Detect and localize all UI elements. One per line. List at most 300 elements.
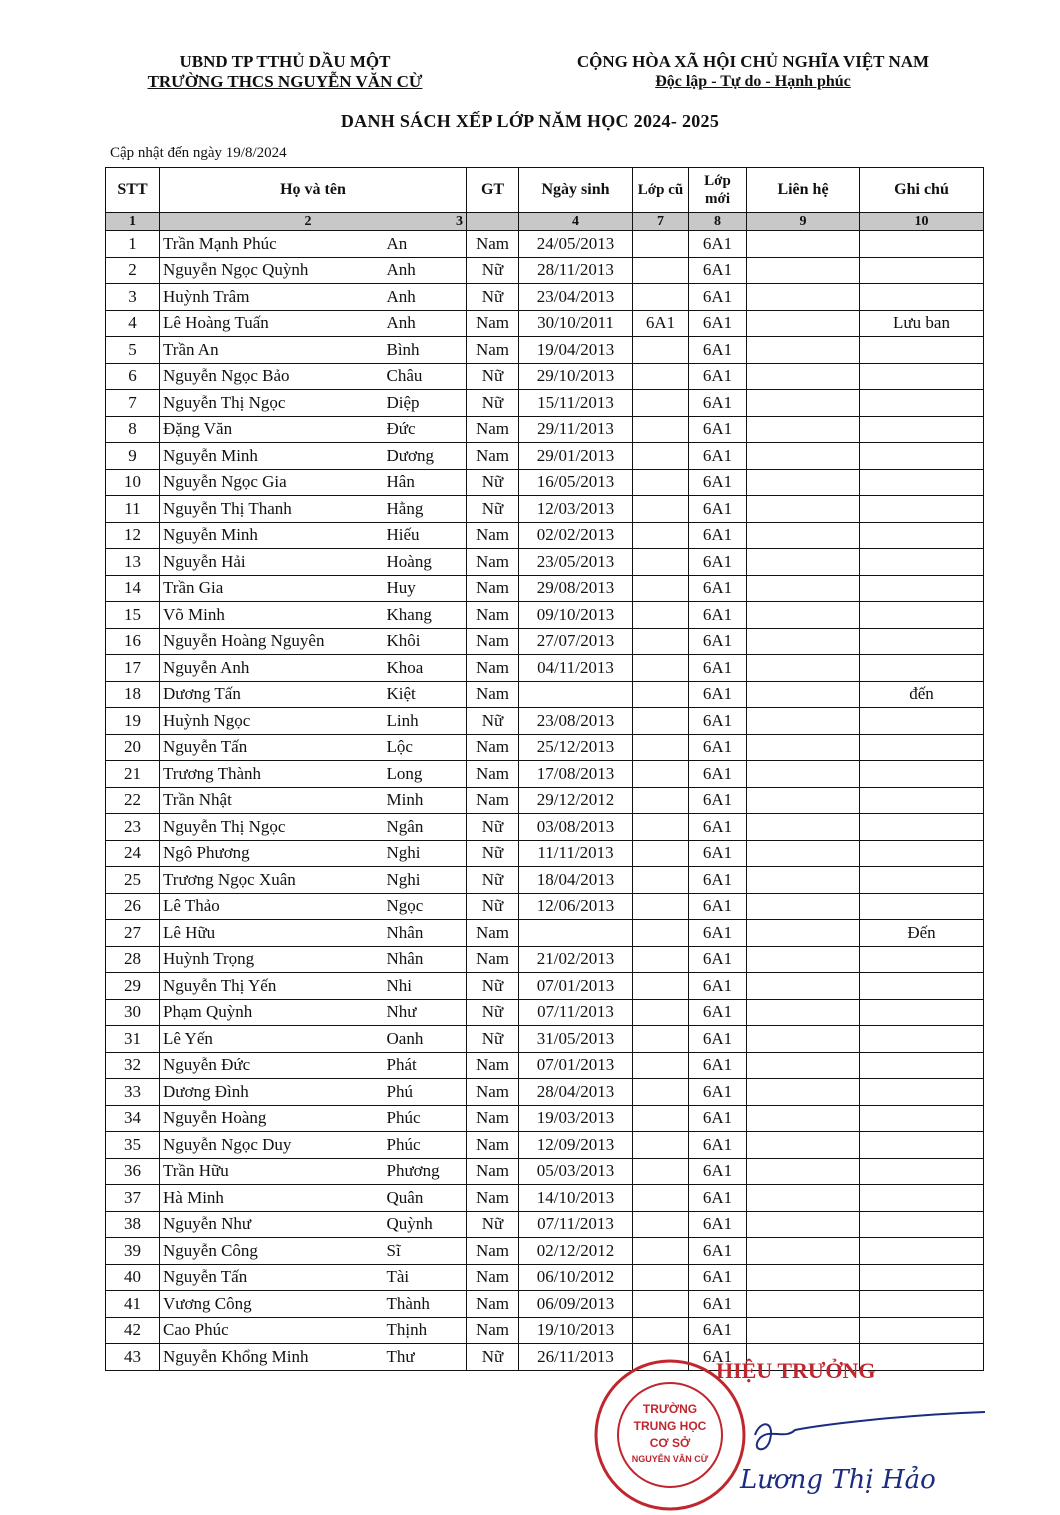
cell-note xyxy=(860,734,984,761)
cell-dob: 26/11/2013 xyxy=(519,1344,633,1371)
cell-dob: 03/08/2013 xyxy=(519,814,633,841)
table-row xyxy=(106,337,984,364)
cell-note xyxy=(860,1291,984,1318)
table-row xyxy=(106,920,984,947)
cell-dob: 29/10/2013 xyxy=(519,363,633,390)
cell-note xyxy=(860,1264,984,1291)
cell-dob: 24/05/2013 xyxy=(519,231,633,258)
cell-gender: Nữ xyxy=(467,363,519,390)
cell-new-class: 6A1 xyxy=(689,1344,747,1371)
cell-first-name: Như xyxy=(384,999,467,1026)
cell-dob: 09/10/2013 xyxy=(519,602,633,629)
cell-gender: Nam xyxy=(467,1132,519,1159)
cell-first-name: Phúc xyxy=(384,1105,467,1132)
cell-note xyxy=(860,390,984,417)
cell-first-name: Ngọc xyxy=(384,893,467,920)
cell-stt: 6 xyxy=(106,363,160,390)
cell-first-name: Hân xyxy=(384,469,467,496)
cell-gender: Nữ xyxy=(467,257,519,284)
cell-last-name: Nguyễn Hải xyxy=(160,549,384,576)
cell-old-class xyxy=(633,231,689,258)
cell-old-class xyxy=(633,867,689,894)
cell-stt: 39 xyxy=(106,1238,160,1265)
cell-old-class xyxy=(633,814,689,841)
cell-old-class xyxy=(633,628,689,655)
table-row xyxy=(106,1211,984,1238)
cell-old-class: 6A1 xyxy=(633,310,689,337)
cell-note xyxy=(860,814,984,841)
cell-new-class: 6A1 xyxy=(689,867,747,894)
table-row xyxy=(106,363,984,390)
authority-name: UBND TP TTHỦ DẦU MỘT xyxy=(179,52,391,71)
cell-contact xyxy=(747,443,860,470)
cell-new-class: 6A1 xyxy=(689,549,747,576)
cell-old-class xyxy=(633,549,689,576)
cell-gender: Nữ xyxy=(467,390,519,417)
cell-new-class: 6A1 xyxy=(689,787,747,814)
cell-note xyxy=(860,443,984,470)
cell-last-name: Nguyễn Hoàng Nguyên xyxy=(160,628,384,655)
cell-first-name: Ngân xyxy=(384,814,467,841)
cell-contact xyxy=(747,257,860,284)
cell-stt: 4 xyxy=(106,310,160,337)
cell-dob: 25/12/2013 xyxy=(519,734,633,761)
cell-dob: 19/03/2013 xyxy=(519,1105,633,1132)
cell-last-name: Trần Mạnh Phúc xyxy=(160,231,384,258)
cell-new-class: 6A1 xyxy=(689,681,747,708)
cell-note xyxy=(860,999,984,1026)
cell-dob xyxy=(519,920,633,947)
cell-stt: 26 xyxy=(106,893,160,920)
cell-gender: Nữ xyxy=(467,469,519,496)
cell-note xyxy=(860,973,984,1000)
cell-new-class: 6A1 xyxy=(689,522,747,549)
cell-last-name: Đặng Văn xyxy=(160,416,384,443)
table-row xyxy=(106,814,984,841)
school-name: TRƯỜNG THCS NGUYỄN VĂN CỪ xyxy=(147,72,423,91)
cell-contact xyxy=(747,1026,860,1053)
cell-note xyxy=(860,1052,984,1079)
cell-last-name: Nguyễn Thị Ngọc xyxy=(160,390,384,417)
cell-contact xyxy=(747,973,860,1000)
cell-new-class: 6A1 xyxy=(689,734,747,761)
cell-gender: Nữ xyxy=(467,973,519,1000)
cell-new-class: 6A1 xyxy=(689,946,747,973)
cell-contact xyxy=(747,1185,860,1212)
cell-first-name: Hằng xyxy=(384,496,467,523)
cell-old-class xyxy=(633,920,689,947)
table-row xyxy=(106,761,984,788)
col-number: 9 xyxy=(747,213,860,231)
cell-note: Đến xyxy=(860,920,984,947)
cell-new-class: 6A1 xyxy=(689,1211,747,1238)
table-row xyxy=(106,549,984,576)
cell-gender: Nam xyxy=(467,787,519,814)
cell-stt: 18 xyxy=(106,681,160,708)
cell-stt: 32 xyxy=(106,1052,160,1079)
cell-contact xyxy=(747,1291,860,1318)
cell-dob: 11/11/2013 xyxy=(519,840,633,867)
cell-old-class xyxy=(633,681,689,708)
cell-old-class xyxy=(633,337,689,364)
cell-dob: 06/09/2013 xyxy=(519,1291,633,1318)
col-number: 3 xyxy=(456,214,463,229)
cell-dob: 31/05/2013 xyxy=(519,1026,633,1053)
cell-old-class xyxy=(633,1105,689,1132)
cell-gender: Nữ xyxy=(467,814,519,841)
cell-old-class xyxy=(633,1079,689,1106)
col-number: 2 xyxy=(304,214,312,229)
cell-old-class xyxy=(633,893,689,920)
col-number: 7 xyxy=(633,213,689,231)
cell-dob: 18/04/2013 xyxy=(519,867,633,894)
cell-note xyxy=(860,496,984,523)
cell-first-name: Phương xyxy=(384,1158,467,1185)
cell-stt: 21 xyxy=(106,761,160,788)
cell-stt: 35 xyxy=(106,1132,160,1159)
cell-new-class: 6A1 xyxy=(689,973,747,1000)
cell-contact xyxy=(747,390,860,417)
cell-last-name: Nguyễn Ngọc Quỳnh xyxy=(160,257,384,284)
cell-old-class xyxy=(633,496,689,523)
cell-old-class xyxy=(633,575,689,602)
cell-first-name: Bình xyxy=(384,337,467,364)
cell-first-name: Long xyxy=(384,761,467,788)
cell-stt: 42 xyxy=(106,1317,160,1344)
cell-dob: 04/11/2013 xyxy=(519,655,633,682)
cell-gender: Nữ xyxy=(467,496,519,523)
cell-old-class xyxy=(633,973,689,1000)
document-title: DANH SÁCH XẾP LỚP NĂM HỌC 2024- 2025 xyxy=(340,111,720,131)
table-row xyxy=(106,1158,984,1185)
cell-new-class: 6A1 xyxy=(689,999,747,1026)
cell-stt: 28 xyxy=(106,946,160,973)
cell-contact xyxy=(747,602,860,629)
cell-last-name: Dương Đình xyxy=(160,1079,384,1106)
cell-note xyxy=(860,522,984,549)
col-number: 1 xyxy=(106,213,160,231)
table-row xyxy=(106,840,984,867)
cell-new-class: 6A1 xyxy=(689,257,747,284)
cell-first-name: Hoàng xyxy=(384,549,467,576)
cell-last-name: Huỳnh Trọng xyxy=(160,946,384,973)
col-number: 8 xyxy=(689,213,747,231)
table-row xyxy=(106,310,984,337)
cell-first-name: An xyxy=(384,231,467,258)
table-row xyxy=(106,946,984,973)
cell-contact xyxy=(747,787,860,814)
cell-dob: 02/12/2012 xyxy=(519,1238,633,1265)
cell-new-class: 6A1 xyxy=(689,1105,747,1132)
cell-note xyxy=(860,1344,984,1371)
cell-gender: Nam xyxy=(467,1238,519,1265)
cell-new-class: 6A1 xyxy=(689,840,747,867)
table-row xyxy=(106,416,984,443)
cell-new-class: 6A1 xyxy=(689,814,747,841)
cell-last-name: Nguyễn Tấn xyxy=(160,1264,384,1291)
cell-dob: 29/12/2012 xyxy=(519,787,633,814)
cell-stt: 31 xyxy=(106,1026,160,1053)
cell-note xyxy=(860,1158,984,1185)
cell-new-class: 6A1 xyxy=(689,575,747,602)
cell-contact xyxy=(747,628,860,655)
cell-old-class xyxy=(633,1264,689,1291)
class-list-table xyxy=(105,167,984,1371)
cell-stt: 37 xyxy=(106,1185,160,1212)
col-number: 10 xyxy=(860,213,984,231)
cell-note xyxy=(860,416,984,443)
cell-contact xyxy=(747,946,860,973)
cell-contact xyxy=(747,708,860,735)
cell-note xyxy=(860,1132,984,1159)
cell-dob: 29/01/2013 xyxy=(519,443,633,470)
cell-stt: 15 xyxy=(106,602,160,629)
cell-first-name: Tài xyxy=(384,1264,467,1291)
table-row xyxy=(106,1238,984,1265)
cell-gender: Nam xyxy=(467,1158,519,1185)
cell-new-class: 6A1 xyxy=(689,761,747,788)
cell-last-name: Nguyễn Như xyxy=(160,1211,384,1238)
cell-new-class: 6A1 xyxy=(689,363,747,390)
cell-stt: 30 xyxy=(106,999,160,1026)
cell-last-name: Nguyễn Hoàng xyxy=(160,1105,384,1132)
cell-dob: 15/11/2013 xyxy=(519,390,633,417)
cell-contact xyxy=(747,920,860,947)
table-row xyxy=(106,708,984,735)
table-row xyxy=(106,1079,984,1106)
cell-first-name: Khang xyxy=(384,602,467,629)
cell-first-name: Nhân xyxy=(384,920,467,947)
cell-gender: Nam xyxy=(467,310,519,337)
cell-last-name: Trần An xyxy=(160,337,384,364)
cell-gender: Nam xyxy=(467,522,519,549)
cell-first-name: Linh xyxy=(384,708,467,735)
cell-contact xyxy=(747,284,860,311)
col-name-header: Họ và tên xyxy=(160,168,467,213)
cell-note xyxy=(860,575,984,602)
cell-stt: 27 xyxy=(106,920,160,947)
cell-stt: 16 xyxy=(106,628,160,655)
table-row xyxy=(106,893,984,920)
cell-last-name: Nguyễn Tấn xyxy=(160,734,384,761)
cell-old-class xyxy=(633,787,689,814)
cell-last-name: Ngô Phương xyxy=(160,840,384,867)
cell-contact xyxy=(747,1105,860,1132)
cell-stt: 10 xyxy=(106,469,160,496)
cell-old-class xyxy=(633,1158,689,1185)
cell-last-name: Nguyễn Đức xyxy=(160,1052,384,1079)
cell-first-name: Phát xyxy=(384,1052,467,1079)
cell-last-name: Lê Hữu xyxy=(160,920,384,947)
cell-dob: 07/01/2013 xyxy=(519,973,633,1000)
cell-new-class: 6A1 xyxy=(689,310,747,337)
cell-new-class: 6A1 xyxy=(689,602,747,629)
cell-contact xyxy=(747,469,860,496)
cell-new-class: 6A1 xyxy=(689,416,747,443)
cell-note xyxy=(860,840,984,867)
cell-last-name: Trần Nhật xyxy=(160,787,384,814)
cell-note xyxy=(860,469,984,496)
cell-stt: 9 xyxy=(106,443,160,470)
cell-dob: 07/01/2013 xyxy=(519,1052,633,1079)
cell-old-class xyxy=(633,284,689,311)
cell-old-class xyxy=(633,469,689,496)
table-row xyxy=(106,231,984,258)
cell-new-class: 6A1 xyxy=(689,231,747,258)
nation-header xyxy=(548,52,958,92)
cell-new-class: 6A1 xyxy=(689,655,747,682)
cell-gender: Nữ xyxy=(467,708,519,735)
cell-note xyxy=(860,602,984,629)
cell-stt: 5 xyxy=(106,337,160,364)
cell-stt: 40 xyxy=(106,1264,160,1291)
cell-dob: 02/02/2013 xyxy=(519,522,633,549)
table-row xyxy=(106,1317,984,1344)
cell-old-class xyxy=(633,416,689,443)
cell-contact xyxy=(747,1264,860,1291)
cell-old-class xyxy=(633,761,689,788)
cell-dob: 23/05/2013 xyxy=(519,549,633,576)
stamp-line: CƠ SỞ xyxy=(649,1436,691,1450)
cell-dob: 21/02/2013 xyxy=(519,946,633,973)
cell-dob: 12/03/2013 xyxy=(519,496,633,523)
cell-note xyxy=(860,655,984,682)
cell-contact xyxy=(747,734,860,761)
cell-old-class xyxy=(633,522,689,549)
cell-stt: 25 xyxy=(106,867,160,894)
cell-new-class: 6A1 xyxy=(689,1132,747,1159)
cell-stt: 24 xyxy=(106,840,160,867)
cell-contact xyxy=(747,1132,860,1159)
cell-last-name: Nguyễn Khổng Minh xyxy=(160,1344,384,1371)
cell-new-class: 6A1 xyxy=(689,1317,747,1344)
cell-dob: 29/11/2013 xyxy=(519,416,633,443)
cell-stt: 19 xyxy=(106,708,160,735)
cell-contact xyxy=(747,496,860,523)
cell-contact xyxy=(747,522,860,549)
cell-contact xyxy=(747,337,860,364)
cell-gender: Nam xyxy=(467,337,519,364)
col-gender-header: GT xyxy=(467,168,519,213)
cell-new-class: 6A1 xyxy=(689,1158,747,1185)
cell-gender: Nam xyxy=(467,681,519,708)
cell-dob: 12/09/2013 xyxy=(519,1132,633,1159)
cell-note xyxy=(860,363,984,390)
cell-gender: Nam xyxy=(467,443,519,470)
stamp-line: NGUYỄN VĂN CỪ xyxy=(631,1454,709,1464)
cell-note xyxy=(860,893,984,920)
cell-first-name: Huy xyxy=(384,575,467,602)
col-number xyxy=(160,213,467,231)
cell-dob: 27/07/2013 xyxy=(519,628,633,655)
cell-dob: 17/08/2013 xyxy=(519,761,633,788)
col-contact-header: Liên hệ xyxy=(747,168,860,213)
cell-last-name: Nguyễn Anh xyxy=(160,655,384,682)
cell-stt: 43 xyxy=(106,1344,160,1371)
cell-gender: Nam xyxy=(467,1105,519,1132)
cell-note: đến xyxy=(860,681,984,708)
table-row xyxy=(106,443,984,470)
cell-new-class: 6A1 xyxy=(689,469,747,496)
cell-dob: 19/10/2013 xyxy=(519,1317,633,1344)
col-number xyxy=(467,213,519,231)
cell-dob: 28/04/2013 xyxy=(519,1079,633,1106)
cell-gender: Nam xyxy=(467,231,519,258)
cell-dob xyxy=(519,681,633,708)
cell-new-class: 6A1 xyxy=(689,1291,747,1318)
cell-dob: 16/05/2013 xyxy=(519,469,633,496)
cell-note xyxy=(860,257,984,284)
table-row xyxy=(106,655,984,682)
cell-stt: 20 xyxy=(106,734,160,761)
cell-stt: 23 xyxy=(106,814,160,841)
update-note: Cập nhật đến ngày 19/8/2024 xyxy=(110,145,287,161)
cell-note xyxy=(860,761,984,788)
table-row xyxy=(106,1026,984,1053)
cell-first-name: Nhân xyxy=(384,946,467,973)
cell-stt: 12 xyxy=(106,522,160,549)
cell-note xyxy=(860,1026,984,1053)
cell-old-class xyxy=(633,1185,689,1212)
cell-first-name: Hiếu xyxy=(384,522,467,549)
cell-last-name: Nguyễn Thị Ngọc xyxy=(160,814,384,841)
cell-gender: Nam xyxy=(467,1052,519,1079)
cell-gender: Nam xyxy=(467,1317,519,1344)
nation-motto: Độc lập - Tự do - Hạnh phúc xyxy=(655,73,851,90)
cell-first-name: Dương xyxy=(384,443,467,470)
cell-gender: Nam xyxy=(467,920,519,947)
table-row xyxy=(106,1185,984,1212)
cell-gender: Nam xyxy=(467,946,519,973)
table-row xyxy=(106,734,984,761)
table-row xyxy=(106,522,984,549)
cell-new-class: 6A1 xyxy=(689,920,747,947)
table-row xyxy=(106,1264,984,1291)
cell-note xyxy=(860,1317,984,1344)
cell-dob: 23/04/2013 xyxy=(519,284,633,311)
cell-first-name: Thịnh xyxy=(384,1317,467,1344)
cell-last-name: Huỳnh Trâm xyxy=(160,284,384,311)
cell-last-name: Hà Minh xyxy=(160,1185,384,1212)
table-row xyxy=(106,469,984,496)
cell-contact xyxy=(747,310,860,337)
cell-first-name: Quỳnh xyxy=(384,1211,467,1238)
cell-contact xyxy=(747,575,860,602)
cell-note xyxy=(860,1238,984,1265)
cell-gender: Nam xyxy=(467,602,519,629)
cell-gender: Nữ xyxy=(467,1026,519,1053)
cell-stt: 1 xyxy=(106,231,160,258)
cell-stt: 33 xyxy=(106,1079,160,1106)
cell-old-class xyxy=(633,946,689,973)
cell-first-name: Nhi xyxy=(384,973,467,1000)
cell-stt: 3 xyxy=(106,284,160,311)
cell-gender: Nam xyxy=(467,1185,519,1212)
cell-first-name: Anh xyxy=(384,284,467,311)
authority-header xyxy=(105,52,465,92)
cell-dob: 07/11/2013 xyxy=(519,1211,633,1238)
cell-new-class: 6A1 xyxy=(689,443,747,470)
principal-name: Lương Thị Hảo xyxy=(740,1465,936,1495)
cell-old-class xyxy=(633,1317,689,1344)
cell-note xyxy=(860,1079,984,1106)
cell-last-name: Nguyễn Thị Yến xyxy=(160,973,384,1000)
cell-contact xyxy=(747,1238,860,1265)
cell-gender: Nữ xyxy=(467,893,519,920)
cell-note xyxy=(860,1105,984,1132)
cell-first-name: Sĩ xyxy=(384,1238,467,1265)
cell-stt: 41 xyxy=(106,1291,160,1318)
